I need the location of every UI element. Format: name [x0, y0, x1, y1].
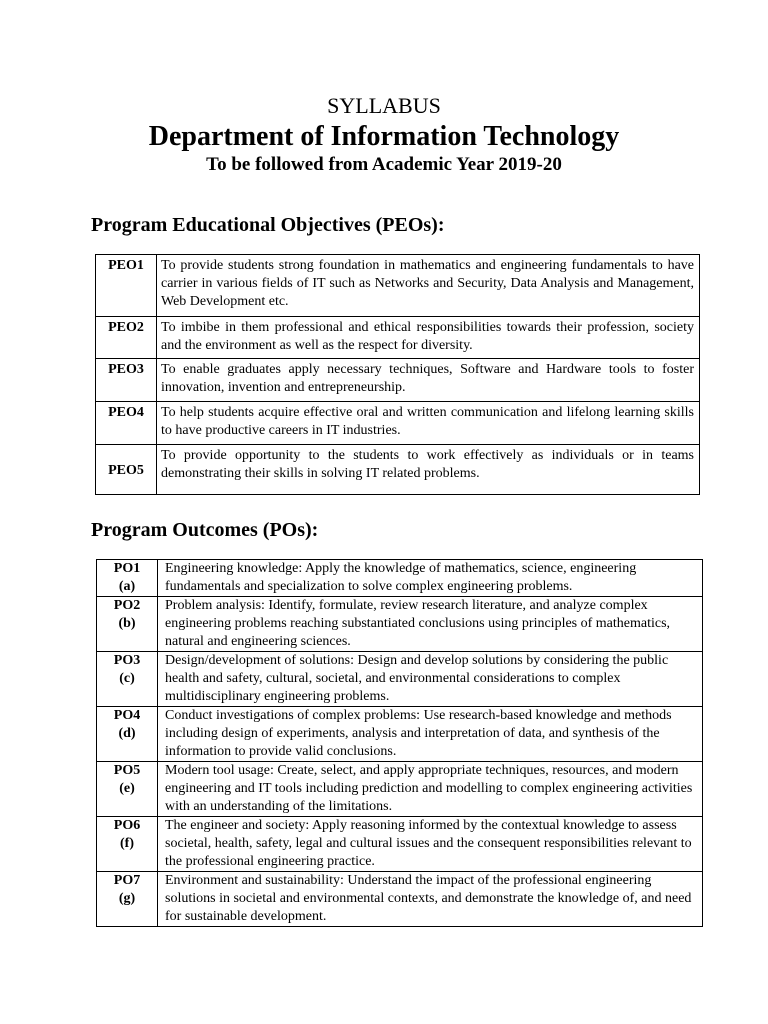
- po-code-cell: [97, 762, 158, 817]
- peo-text: To provide opportunity to the students to work effectively as individuals or in teams demonstrating their skills in solving IT related problems.: [157, 445, 700, 495]
- po-text: Engineering knowledge: Apply the knowledge of mathematics, science, engineering fundamentals and specialization to solve complex engineering problems.: [158, 560, 703, 597]
- po-text: Design/development of solutions: Design and develop solutions by considering the public health and safety, cultural, societal, and environmental considerations to complex multidisciplinary engineering problems.: [158, 652, 703, 707]
- po-code: PO6: [113, 818, 141, 833]
- po-code: PO3: [113, 653, 141, 668]
- peo-text: To enable graduates apply necessary techniques, Software and Hardware tools to foster innovation, invention and entrepreneurship.: [157, 359, 700, 402]
- po-letter: (g): [118, 891, 136, 906]
- po-table: [96, 559, 703, 927]
- po-code-cell: [97, 817, 158, 872]
- po-code: PO4: [113, 708, 141, 723]
- table-row: [96, 402, 700, 445]
- po-letter: (d): [118, 726, 136, 741]
- peo-code: PEO1: [96, 255, 157, 317]
- academic-year-subtitle: To be followed from Academic Year 2019-20: [206, 154, 562, 175]
- po-letter: (f): [120, 836, 134, 851]
- peo-text: To help students acquire effective oral and written communication and lifelong learning skills to have productive careers in IT industries.: [157, 402, 700, 445]
- po-code: PO5: [113, 763, 141, 778]
- table-row: [97, 817, 703, 872]
- table-row: [97, 597, 703, 652]
- table-row: [97, 560, 703, 597]
- po-letter: (c): [119, 671, 135, 686]
- peo-section-title: Program Educational Objectives (PEOs):: [91, 214, 445, 236]
- po-code: PO2: [113, 598, 141, 613]
- po-text: The engineer and society: Apply reasoning informed by the contextual knowledge to assess societal, health, safety, legal and cultural issues and the consequent responsibilities relevant to the professional engineering practice.: [158, 817, 703, 872]
- peo-text: To provide students strong foundation in mathematics and engineering fundamentals to have carrier in various fields of IT such as Networks and Security, Data Analysis and Management, Web Development etc.: [157, 255, 700, 317]
- department-title: Department of Information Technology: [148, 121, 620, 152]
- table-row: [96, 445, 700, 495]
- po-letter: (e): [119, 781, 135, 796]
- po-letter: (b): [118, 616, 136, 631]
- po-code: PO1: [113, 561, 141, 576]
- po-text: Conduct investigations of complex problems: Use research-based knowledge and methods including design of experiments, analysis and interpretation of data, and synthesis of the information to provide valid conclusions.: [158, 707, 703, 762]
- table-row: [97, 872, 703, 927]
- po-letter: (a): [118, 579, 136, 594]
- po-code-cell: [97, 597, 158, 652]
- peo-code: PEO3: [96, 359, 157, 402]
- table-row: [97, 652, 703, 707]
- po-code-cell: [97, 707, 158, 762]
- po-code-cell: [97, 872, 158, 927]
- peo-code: PEO4: [96, 402, 157, 445]
- po-text: Problem analysis: Identify, formulate, review research literature, and analyze complex engineering problems reaching substantiated conclusions using principles of mathematics, natural and engineering sciences.: [158, 597, 703, 652]
- po-text: Modern tool usage: Create, select, and apply appropriate techniques, resources, and modern engineering and IT tools including prediction and modelling to complex engineering activities with an understanding of the limitations.: [158, 762, 703, 817]
- peo-code: PEO5: [96, 445, 157, 495]
- po-code-cell: [97, 652, 158, 707]
- table-row: [97, 707, 703, 762]
- table-row: [96, 255, 700, 317]
- po-text: Environment and sustainability: Understand the impact of the professional engineering solutions in societal and environmental contexts, and demonstrate the knowledge of, and need for sustainable development.: [158, 872, 703, 927]
- po-code-cell: [97, 560, 158, 597]
- table-row: [97, 762, 703, 817]
- syllabus-heading: SYLLABUS: [327, 93, 441, 118]
- po-section-title: Program Outcomes (POs):: [91, 519, 319, 541]
- peo-code: PEO2: [96, 317, 157, 359]
- table-row: [96, 359, 700, 402]
- peo-table: [95, 254, 700, 495]
- po-code: PO7: [113, 873, 141, 888]
- peo-text: To imbibe in them professional and ethical responsibilities towards their profession, society and the environment as well as the respect for diversity.: [157, 317, 700, 359]
- table-row: [96, 317, 700, 359]
